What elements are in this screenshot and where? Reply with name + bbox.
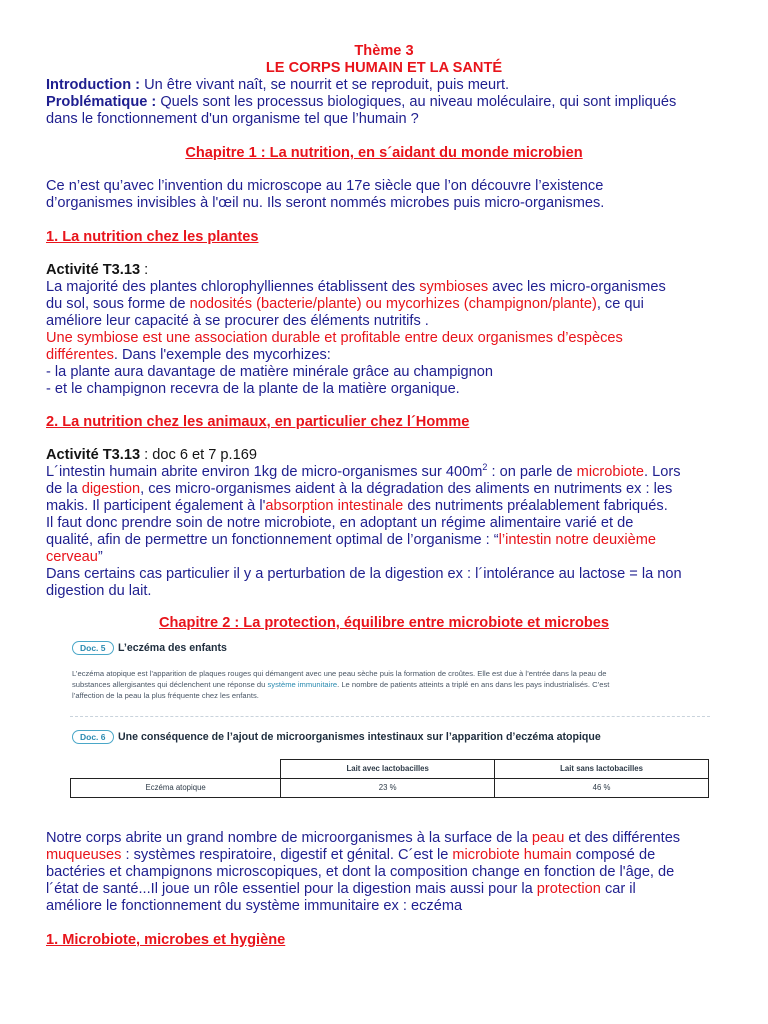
section-2-line-7: Dans certains cas particulier il y a perturbation de la digestion ex : l´intolérance au lactose = la non (46, 566, 682, 582)
text-segment: , ce qui (596, 296, 644, 312)
problematique-label: Problématique : (46, 94, 157, 110)
doc-5-text-line-2 (72, 680, 609, 690)
text-segment: car il (600, 881, 636, 897)
section-2-line-4: Il faut donc prendre soin de notre microbiote, en adoptant un régime alimentaire varié et de (46, 515, 634, 531)
section-2-line-6 (46, 549, 103, 566)
doc-6-table (70, 759, 709, 798)
text-segment: Notre corps abrite un grand nombre de microorganismes à la surface de la (46, 830, 532, 846)
doc-6-title: Une conséquence de l’ajout de microorganismes intestinaux sur l’apparition d’eczéma atopique (118, 731, 601, 743)
table-row (71, 779, 709, 798)
problematique-line-2: dans le fonctionnement d'un organisme tel que l’humain ? (46, 111, 419, 127)
problematique-line (46, 94, 676, 111)
activity-line-2 (46, 447, 257, 464)
text-segment: L´intestin humain abrite environ 1kg de micro-organismes sur 400m (46, 464, 483, 480)
text-segment: La majorité des plantes chlorophylliennes établissent des (46, 279, 420, 295)
text-segment: de la (46, 481, 82, 497)
problematique-text: Quels sont les processus biologiques, au niveau moléculaire, qui sont impliqués (156, 94, 677, 110)
term-symbioses: symbioses (419, 279, 489, 295)
text-segment: du sol, sous forme de (46, 296, 190, 312)
doc-5-text-line-3: l’affection de la peau la plus fréquente chez les enfants. (72, 691, 259, 700)
superscript: 2 (482, 462, 488, 473)
section-2-line-3 (46, 498, 668, 515)
doc-5-title: L’eczéma des enfants (118, 642, 227, 654)
introduction-label: Introduction : (46, 77, 141, 93)
activity-line-1 (46, 262, 148, 279)
quote-intestin: l’intestin notre deuxième (498, 532, 657, 548)
section-1-line-1 (46, 279, 666, 296)
term-systeme-immunitaire: système immunitaire (267, 680, 338, 689)
section-2-line-5 (46, 532, 656, 549)
section-1-line-6: - la plante aura davantage de matière minérale grâce au champignon (46, 364, 494, 380)
term-muqueuses: muqueuses (46, 847, 122, 863)
activity-label: Activité T3.13 (46, 447, 141, 463)
doc-6-badge: Doc. 6 (72, 730, 114, 744)
activity-suffix: : doc 6 et 7 p.169 (140, 447, 257, 463)
section-1-title: 1. La nutrition chez les plantes (46, 229, 259, 245)
text-segment: makis. Il participent également à l' (46, 498, 266, 514)
introduction-text: Un être vivant naît, se nourrit et se reproduit, puis meurt. (140, 77, 510, 93)
chapter-2-line-2 (46, 847, 655, 864)
term-digestion: digestion (81, 481, 141, 497)
text-segment: . Lors (644, 464, 681, 480)
text-segment: , ces micro-organismes aident à la dégradation des aliments en nutriments ex : les (140, 481, 673, 497)
chapter-1-intro-line-2: d’organismes invisibles à l'œil nu. Ils seront nommés microbes puis micro-organismes. (46, 195, 605, 211)
text-segment: : on parle de (487, 464, 577, 480)
quote-cerveau: cerveau (46, 549, 98, 565)
document-title: LE CORPS HUMAIN ET LA SANTÉ (265, 60, 503, 76)
text-segment: : systèmes respiratoire, digestif et génital. C´est le (121, 847, 453, 863)
table-cell: 23 % (281, 779, 495, 798)
theme-label: Thème 3 (354, 43, 414, 59)
term-peau: peau (531, 830, 565, 846)
section-1-line-7: - et le champignon recevra de la plante de la matière organique. (46, 381, 460, 397)
text-segment: ” (97, 549, 103, 565)
doc-separator (70, 716, 710, 717)
section-1-line-5 (46, 347, 331, 364)
doc-5-text-line-1: L’eczéma atopique est l’apparition de plaques rouges qui démangent avec une peau sèche puis la formation de croûtes. Elle est due à l’entrée dans la peau de (72, 669, 607, 678)
chapter-2-line-5: améliore le fonctionnement du système immunitaire ex : eczéma (46, 898, 463, 914)
table-header-row (71, 760, 709, 779)
term-differentes: différentes (46, 347, 114, 363)
activity-label: Activité T3.13 (46, 262, 141, 278)
chapter-2-line-4 (46, 881, 636, 898)
term-protection: protection (536, 881, 601, 897)
chapter-2-line-3: bactéries et champignons microscopiques, et dont la composition change en fonction de l'âge, de (46, 864, 675, 880)
text-segment: l´état de santé...Il joue un rôle essentiel pour la digestion mais aussi pour la (46, 881, 537, 897)
section-1-line-3: améliore leur capacité à se procurer des éléments nutritifs . (46, 313, 429, 329)
table-header-cell: Lait sans lactobacilles (495, 760, 709, 779)
chapter-2-title: Chapitre 2 : La protection, équilibre entre microbiote et microbes (158, 615, 610, 631)
term-microbiote-humain: microbiote humain (452, 847, 572, 863)
table-cell: 46 % (495, 779, 709, 798)
text-segment: et des différentes (564, 830, 681, 846)
section-2-line-2 (46, 481, 672, 498)
section-1-line-2 (46, 296, 644, 313)
table-header-cell: Lait avec lactobacilles (281, 760, 495, 779)
chapter-1-title: Chapitre 1 : La nutrition, en s´aidant du monde microbien (185, 145, 583, 161)
chapter-1-intro-line-1: Ce n’est qu’avec l’invention du microscope au 17e siècle que l’on découvre l’existence (46, 178, 604, 194)
doc-5-badge: Doc. 5 (72, 641, 114, 655)
table-corner-cell (71, 760, 281, 779)
text-segment: des nutriments préalablement fabriqués. (403, 498, 668, 514)
text-segment: avec les micro-organismes (488, 279, 666, 295)
introduction-line (46, 77, 509, 94)
symbiose-definition: Une symbiose est une association durable et profitable entre deux organismes d’espèces (46, 330, 623, 346)
term-microbiote: microbiote (576, 464, 644, 480)
chapter-2-line-1 (46, 830, 680, 847)
term-absorption: absorption intestinale (265, 498, 404, 514)
section-2-line-8: digestion du lait. (46, 583, 152, 599)
chapter-2-section-1-title: 1. Microbiote, microbes et hygiène (46, 932, 286, 948)
table-row-label: Eczéma atopique (71, 779, 281, 798)
text-segment: . Dans l'exemple des mycorhizes: (113, 347, 331, 363)
activity-suffix: : (140, 262, 149, 278)
text-segment: substances allergisantes qui déclenchent une réponse du (72, 680, 268, 689)
section-2-line-1 (46, 464, 681, 481)
term-nodosites: nodosités (bacterie/plante) ou mycorhizes (champignon/plante) (189, 296, 597, 312)
section-2-title: 2. La nutrition chez les animaux, en particulier chez l´Homme (46, 414, 470, 430)
text-segment: composé de (571, 847, 656, 863)
text-segment: . Le nombre de patients atteints a triplé en ans dans les pays industrialisés. C’est (337, 680, 610, 689)
text-segment: qualité, afin de permettre un fonctionnement optimal de l’organisme : “ (46, 532, 499, 548)
